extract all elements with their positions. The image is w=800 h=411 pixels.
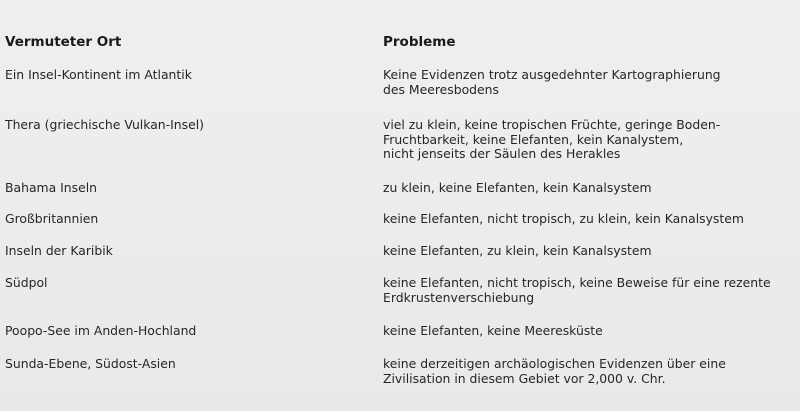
row-problems bbox=[383, 357, 798, 386]
row-location: Thera (griechische Vulkan-Insel) bbox=[5, 117, 204, 132]
problem-line: keine Elefanten, nicht tropisch, keine Beweise für eine rezente bbox=[383, 275, 771, 290]
row-location: Inseln der Karibik bbox=[5, 243, 113, 258]
problem-line: Fruchtbarkeit, keine Elefanten, kein Kanalystem, bbox=[383, 131, 684, 147]
row-problems bbox=[383, 118, 798, 162]
problem-line: keine derzeitigen archäologischen Evidenzen über eine bbox=[383, 356, 726, 371]
row-problems bbox=[383, 244, 798, 259]
problem-line: keine Elefanten, keine Meeresküste bbox=[383, 323, 603, 338]
row-problems bbox=[383, 212, 798, 227]
row-location: Sunda-Ebene, Südost-Asien bbox=[5, 356, 176, 371]
problem-line: Zivilisation in diesem Gebiet vor 2,000 v. Chr. bbox=[383, 370, 666, 386]
problem-line: keine Elefanten, zu klein, kein Kanalsystem bbox=[383, 243, 652, 258]
row-problems bbox=[383, 276, 798, 305]
row-location: Südpol bbox=[5, 275, 48, 290]
row-location: Bahama Inseln bbox=[5, 180, 98, 195]
row-problems bbox=[383, 324, 798, 339]
row-location: Großbritannien bbox=[5, 211, 99, 226]
problem-line: Keine Evidenzen trotz ausgedehnter Kartographierung bbox=[383, 67, 721, 82]
problem-line: zu klein, keine Elefanten, kein Kanalsystem bbox=[383, 180, 652, 195]
header-location: Vermuteter Ort bbox=[5, 34, 122, 50]
problem-line: keine Elefanten, nicht tropisch, zu klein, kein Kanalsystem bbox=[383, 211, 744, 226]
problem-line: nicht jenseits der Säulen des Herakles bbox=[383, 146, 621, 161]
problem-line: viel zu klein, keine tropischen Früchte, geringe Boden- bbox=[383, 117, 721, 132]
problem-line: des Meeresbodens bbox=[383, 81, 499, 97]
row-location: Poopo-See im Anden-Hochland bbox=[5, 323, 197, 338]
row-problems bbox=[383, 68, 798, 97]
row-problems bbox=[383, 181, 798, 196]
row-location: Ein Insel-Kontinent im Atlantik bbox=[5, 67, 192, 82]
header-problems: Probleme bbox=[383, 34, 456, 50]
problem-line: Erdkrustenverschiebung bbox=[383, 289, 535, 305]
